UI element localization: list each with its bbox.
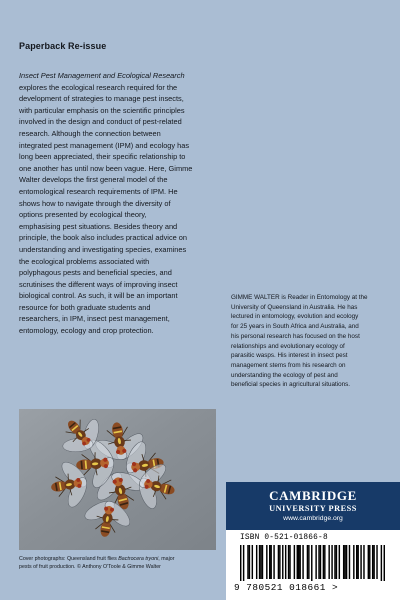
blurb-line: principle, the book also includes practical advice on [19,233,188,243]
barcode-bar [320,545,321,579]
barcode-bar [262,545,263,579]
author-bio [231,293,381,390]
barcode-bar [324,545,325,579]
barcode-box [226,530,400,600]
barcode-bar [373,545,374,579]
barcode-bar [289,545,290,579]
reissue-heading: Paperback Re-issue [19,41,107,51]
blurb-line: one another has until now been vague. Here, Gimme [19,163,193,173]
barcode-bar [256,545,257,579]
barcode-bar [288,545,289,579]
blurb-line: shows how to navigate through the diversity of [19,198,171,208]
barcode-bar [243,545,244,581]
author-bio-line: his personal research has focused on the host [231,332,360,340]
author-bio-line: parasitic wasps. His interest in insect pest [231,352,348,360]
barcode-bar [336,545,337,579]
barcode-bar [311,545,312,581]
barcode-bars [240,545,390,581]
publisher-press: UNIVERSITY PRESS [269,504,357,513]
author-bio-line: relationships and evolutionary ecology of [231,342,345,350]
blurb-line: resource for both graduate students and [19,302,151,312]
barcode-bar [369,545,370,579]
caption-suffix: , major [158,556,175,562]
barcode-bar [381,545,382,581]
barcode-bar [249,545,250,579]
blurb-line: polyphagous pests and beneficial species, and [19,268,172,278]
blurb-line: researchers, in IPM, insect pest management, [19,314,170,324]
caption-prefix: Cover photographs: Queensland fruit flies [19,556,119,562]
blurb-book-title: Insect Pest Management and Ecological Research [19,71,185,80]
barcode-bar [285,545,286,579]
barcode-bar [308,545,309,579]
blurb-line: entomological research requirements of IPM. He [19,186,178,196]
blurb-line: development of strategies to manage pest insects, [19,94,184,104]
barcode-bar [349,545,350,579]
barcode-bar [294,545,295,579]
barcode-bar [368,545,369,579]
fruit-flies-illustration [19,409,216,550]
barcode-bar [315,545,316,579]
blurb-line: with particular emphasis on the scientific principles [19,105,185,115]
barcode-bar [356,545,357,579]
isbn-label: ISBN 0-521-01866-8 [240,534,328,542]
barcode-bar [339,545,340,579]
barcode-bar [363,545,364,579]
blurb-line: emphasising pest situations. Besides theory and [19,221,178,231]
publisher-url: www.cambridge.org [283,515,343,522]
photo-caption [19,555,234,572]
barcode-bar [259,545,260,579]
blurb-line: entomology, ecology and crop protection. [19,326,154,336]
blurb-line: options presented by ecological theory, [19,210,147,220]
barcode-bar [372,545,373,579]
blurb-line: scrutinises the different ways of improving insect [19,279,178,289]
blurb-line: biological control. As such, it will be an important [19,291,178,301]
author-bio-line: beneficial species in agricultural situations. [231,381,351,389]
caption-species: Bactrocera tryoni [118,556,159,562]
blurb-line: explores the ecological research required for the [19,82,178,92]
barcode-bar [247,545,248,579]
barcode-bar [318,545,319,579]
barcode-bar [331,545,332,579]
barcode-bar [260,545,261,579]
barcode-bar [328,545,329,579]
barcode-bar [344,545,345,579]
barcode-bar [273,545,274,579]
barcode-bar [269,545,270,579]
barcode-bar [252,545,253,579]
barcode-bar [343,545,344,579]
barcode-bar [278,545,279,579]
blurb-line: research. Although the connection between [19,128,161,138]
publisher-name: CAMBRIDGE [269,488,357,503]
blurb-line: integrated pest management (IPM) and ecology has [19,140,190,150]
blurb [19,70,217,337]
blurb-line: long been appreciated, their specific relationship to [19,152,186,162]
barcode-bar [360,545,361,579]
barcode-bar [240,545,241,581]
publisher-block [226,482,400,530]
barcode-bar [353,545,354,579]
barcode-bar [384,545,385,581]
barcode-bar [270,545,271,579]
barcode-bar [357,545,358,579]
barcode-bar [266,545,267,579]
barcode-bar [297,545,298,579]
photo-caption-line-2: pests of fruit production. © Anthony O'Toole & Gimme Walter [19,564,161,571]
blurb-line: understanding and investigating species, examines [19,244,187,254]
barcode-bar [376,545,377,579]
blurb-line: the ecological problems associated with [19,256,150,266]
author-bio-line: for 25 years in South Africa and Australia, and [231,323,359,331]
barcode-bar [302,545,303,579]
barcode-bar [279,545,280,579]
barcode-bar [282,545,283,579]
barcode-bar [346,545,347,579]
barcode-bar [334,545,335,579]
blurb-line: Walter develops the first general model of the [19,175,168,185]
cover-photo [19,409,216,550]
photo-caption-line-1 [19,555,234,563]
author-bio-line: management stems from his research on [231,361,346,369]
barcode-bar [323,545,324,579]
barcode-number: 9 780521 018661 > [234,582,339,593]
barcode-bar [299,545,300,579]
author-bio-line: understanding the ecology of pest and [231,371,338,379]
blurb-line: involved in the design and conduct of pest-related [19,117,182,127]
barcode-bar [307,545,308,579]
barcode-bar [298,545,299,579]
author-bio-line: lectured in entomology, evolution and ecology [231,313,359,321]
author-bio-line: GIMME WALTER is Reader in Entomology at the [231,294,368,301]
author-bio-line: University of Queensland in Australia. He has [231,303,358,311]
